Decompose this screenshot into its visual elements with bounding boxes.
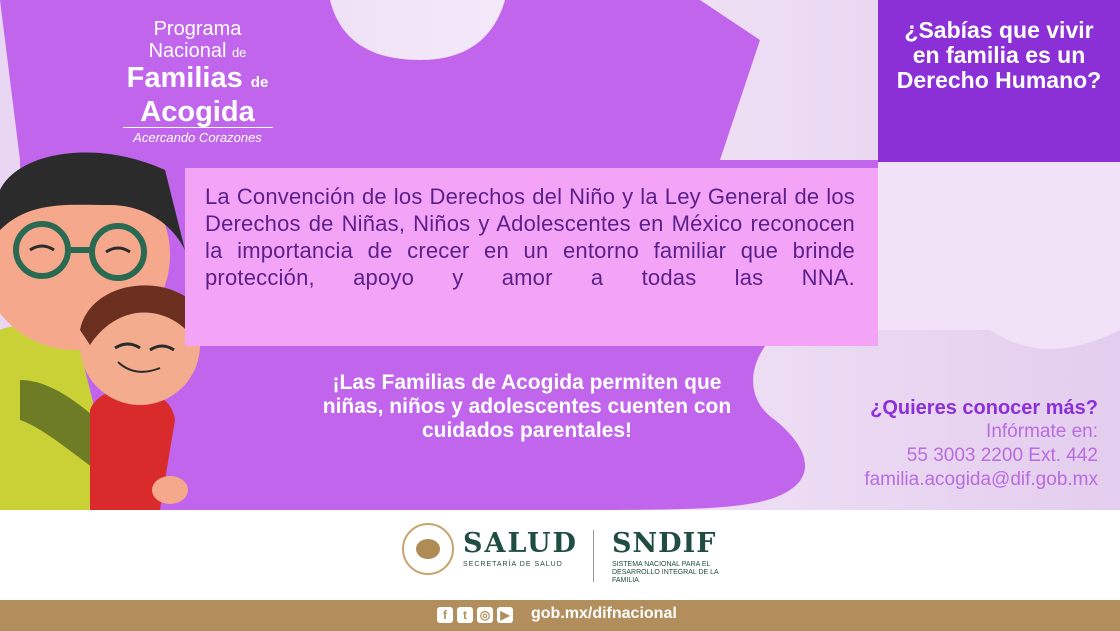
contact-info [738,396,1098,492]
mexico-seal-icon [402,523,454,575]
salud-subtitle: SECRETARÍA DE SALUD [463,561,563,568]
logo-line-1: Programa [153,18,242,40]
logo-tagline: Acercando Corazones [133,130,262,145]
contact-question: ¿Quieres conocer más? [870,397,1098,419]
sndif-subtitle: SISTEMA NACIONAL PARA EL DESARROLLO INTEGRAL DE LA FAMILIA [612,561,719,584]
logo-line-3: Familias de [126,62,269,94]
program-logo [110,18,285,145]
facebook-icon[interactable]: f [437,607,453,623]
logo-divider [593,530,594,582]
contact-phone: 55 3003 2200 Ext. 442 [906,445,1098,466]
sndif-logo: SNDIF [612,528,717,559]
question-text: ¿Sabías que vivir en familia es un Derecho Humano? [896,17,1102,93]
benefit-text: ¡Las Familias de Acogida permiten que niñas, niños y adolescentes cuenten con cuidados parentales! [322,371,732,442]
website-link[interactable]: gob.mx/difnacional [531,605,677,622]
instagram-icon[interactable]: ◎ [477,607,493,623]
contact-line: Infórmate en: [986,421,1098,442]
twitter-icon[interactable]: t [457,607,473,623]
salud-logo: SALUD [463,528,578,559]
logo-line-4: Acogida [123,97,273,128]
main-text: La Convención de los Derechos del Niño y la Ley General de los Derechos de Niñas, Niños y Adolescentes en México reconocen la importancia de crecer en un entorno familiar que brinde protección, apoyo y amor a todas las NNA. [205,184,855,290]
puzzle-piece-right [878,162,1120,349]
social-icons [437,607,513,623]
youtube-icon[interactable]: ▶ [497,607,513,623]
logo-line-2: Nacional de [148,40,247,62]
contact-email: familia.acogida@dif.gob.mx [864,469,1098,490]
